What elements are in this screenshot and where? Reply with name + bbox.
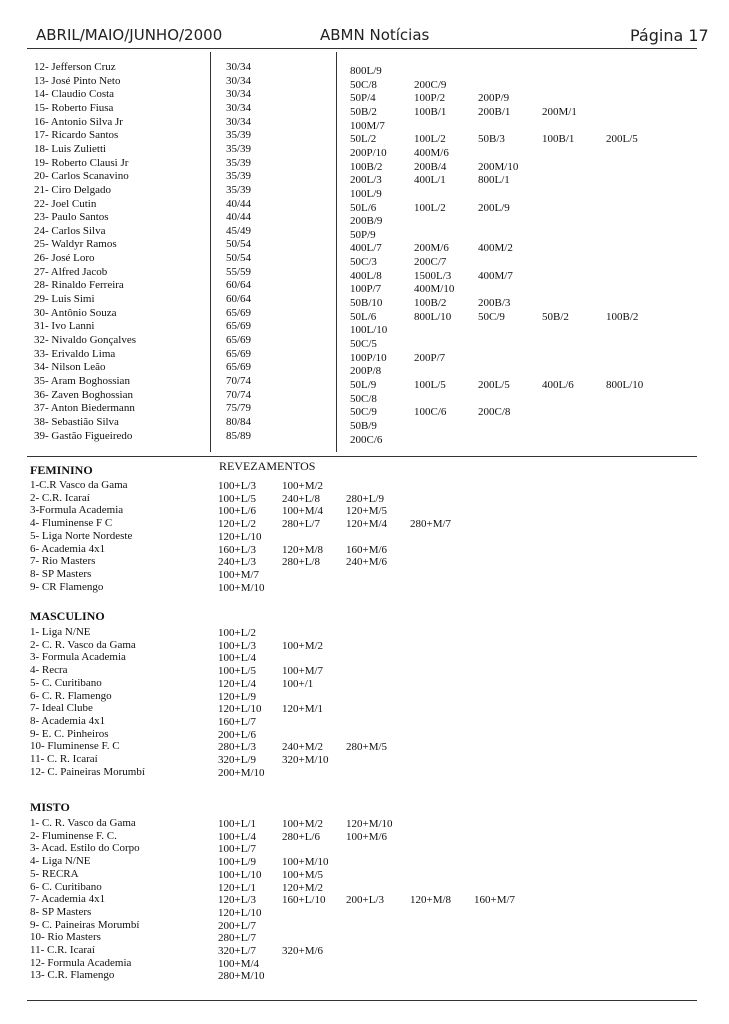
footer-rule	[27, 1000, 697, 1001]
athlete-age-group: 50/54	[226, 252, 252, 265]
relay-result: 320+M/6	[282, 945, 324, 957]
athlete-age-group: 60/64	[226, 279, 252, 292]
team-name: 1- C. R. Vasco da Gama	[30, 817, 136, 829]
athlete-event-result: 800L/1	[478, 174, 510, 187]
relay-result: 280+L/7	[282, 518, 320, 531]
athlete-event-result: 200M/10	[478, 160, 519, 173]
relay-result: 120+L/2	[218, 518, 256, 531]
athlete-age-group: 65/69	[226, 361, 252, 374]
athlete-name: 24- Carlos Silva	[34, 224, 106, 237]
athlete-event-result: 200B/3	[478, 297, 511, 310]
athlete-age-group: 70/74	[226, 388, 252, 401]
relay-result: 280+L/8	[282, 556, 320, 569]
athlete-event-result: 400L/8	[350, 269, 382, 282]
relay-result: 100+M/10	[218, 581, 265, 594]
athlete-name: 35- Aram Boghossian	[34, 374, 130, 387]
athlete-event-result: 200M/6	[414, 242, 449, 255]
athlete-event-result: 50P/4	[350, 92, 376, 105]
relay-result: 100+L/3	[218, 639, 256, 652]
team-name: 10- Rio Masters	[30, 931, 101, 944]
team-name: 8- Academia 4x1	[30, 714, 106, 727]
athlete-event-result: 100L/5	[414, 378, 446, 391]
athlete-event-result: 50L/6	[350, 201, 377, 214]
athlete-age-group: 65/69	[226, 334, 252, 346]
relay-result: 280+M/7	[410, 518, 452, 531]
relay-result: 160+L/10	[282, 894, 326, 907]
relay-result: 280+L/7	[218, 932, 256, 945]
relay-result: 120+M/8	[410, 894, 452, 907]
team-name: 13- C.R. Flamengo	[30, 969, 115, 982]
athlete-event-result: 800L/10	[414, 310, 452, 323]
relay-result: 100+M/7	[282, 665, 324, 678]
team-name: 3- Acad. Estilo do Corpo	[30, 842, 140, 855]
team-name: 10- Fluminense F. C	[30, 740, 120, 753]
athlete-name: 14- Claudio Costa	[34, 88, 115, 101]
athlete-name: 29- Luis Simi	[34, 293, 95, 306]
athlete-age-group: 85/89	[226, 429, 252, 442]
team-name: 1-C.R Vasco da Gama	[30, 479, 128, 491]
relay-result: 120+L/10	[218, 906, 262, 919]
relay-column-header: REVEZAMENTOS	[219, 459, 316, 473]
athlete-event-result: 200P/10	[350, 146, 387, 159]
relay-result: 120+M/4	[346, 518, 388, 531]
team-name: 7- Rio Masters	[30, 555, 96, 568]
relay-result: 100+L/3	[218, 480, 256, 492]
team-name: 6- C. Curitibano	[30, 880, 102, 893]
athlete-name: 16- Antonio Silva Jr	[34, 115, 123, 128]
athlete-event-result: 100P/2	[414, 92, 446, 105]
athlete-event-result: 400M/7	[478, 269, 513, 282]
athlete-event-result: 50C/9	[478, 310, 505, 323]
relay-result: 120+M/10	[346, 818, 393, 830]
athlete-age-group: 30/34	[226, 115, 252, 128]
athlete-event-result: 50C/3	[350, 256, 377, 269]
athlete-event-result: 200B/4	[414, 160, 447, 173]
athlete-name: 27- Alfred Jacob	[34, 265, 108, 278]
athlete-name: 20- Carlos Scanavino	[34, 170, 129, 183]
team-name: 7- Ideal Clube	[30, 702, 93, 715]
athlete-age-group: 35/39	[226, 142, 252, 155]
athlete-event-result: 100B/1	[542, 133, 575, 146]
athlete-event-result: 200B/9	[350, 215, 383, 228]
relay-result: 100+M/2	[282, 818, 324, 830]
relay-result: 100+L/9	[218, 856, 256, 869]
athlete-age-group: 30/34	[226, 61, 252, 73]
section-title: MASCULINO	[30, 609, 105, 623]
athlete-event-result: 200L/9	[478, 201, 510, 214]
athlete-age-group: 65/69	[226, 347, 252, 360]
athlete-event-result: 100B/2	[414, 297, 447, 310]
section-title: MISTO	[30, 800, 70, 814]
athlete-name: 39- Gastão Figueiredo	[34, 429, 133, 442]
relay-result: 100+L/10	[218, 868, 262, 881]
athlete-event-result: 50C/8	[350, 78, 377, 91]
athlete-name: 32- Nivaldo Gonçalves	[34, 334, 137, 346]
athlete-event-result: 400L/1	[414, 174, 446, 187]
athlete-event-result: 200L/5	[606, 133, 638, 146]
header-date: ABRIL/MAIO/JUNHO/2000	[36, 26, 223, 44]
athlete-name: 23- Paulo Santos	[34, 211, 109, 224]
athlete-age-group: 35/39	[226, 156, 252, 169]
athlete-age-group: 35/39	[226, 170, 252, 183]
team-name: 8- SP Masters	[30, 905, 92, 918]
team-name: 6- Academia 4x1	[30, 542, 106, 555]
header-publication: ABMN Notícias	[320, 26, 430, 44]
athlete-event-result: 200C/7	[414, 256, 447, 269]
relay-result: 100+L/7	[218, 843, 256, 856]
athlete-name: 15- Roberto Fiusa	[34, 101, 114, 114]
team-name: 2- C.R. Icaraí	[30, 491, 90, 504]
relay-result: 120+L/4	[218, 677, 256, 690]
team-name: 9- E. C. Pinheiros	[30, 727, 109, 740]
relay-result: 120+L/3	[218, 894, 256, 907]
athlete-age-group: 30/34	[226, 74, 252, 87]
relay-result: 100+M/2	[282, 480, 324, 492]
athlete-event-result: 100B/1	[414, 105, 447, 118]
athlete-age-group: 65/69	[226, 320, 252, 333]
relay-result: 100+L/5	[218, 492, 256, 505]
athlete-name: 38- Sebastião Silva	[34, 415, 119, 428]
relay-result: 100+L/1	[218, 818, 256, 830]
team-name: 5- Liga Norte Nordeste	[30, 529, 133, 542]
team-name: 9- C. Paineiras Morumbí	[30, 918, 140, 931]
athlete-name: 28- Rinaldo Ferreira	[34, 279, 124, 292]
athlete-event-result: 50B/10	[350, 297, 383, 310]
relay-result: 120+M/1	[282, 703, 324, 716]
team-name: 7- Academia 4x1	[30, 893, 106, 906]
relay-result: 160+M/7	[474, 894, 516, 907]
athlete-event-result: 50L/2	[350, 133, 377, 146]
relay-result: 100+M/6	[346, 830, 388, 843]
relay-result: 320+L/7	[218, 945, 256, 957]
athlete-event-result: 100B/2	[350, 160, 383, 173]
team-name: 11- C.R. Icaraí	[30, 944, 95, 956]
relay-result: 240+M/6	[346, 556, 388, 569]
relay-result: 100+M/2	[282, 639, 324, 652]
athlete-event-result: 400L/6	[542, 378, 574, 391]
athlete-event-result: 400M/10	[414, 283, 455, 296]
relay-result: 120+M/2	[282, 881, 324, 894]
athlete-event-result: 50C/8	[350, 392, 377, 405]
athlete-name: 31- Ivo Lanni	[34, 320, 95, 333]
athlete-event-result: 100M/7	[350, 119, 385, 132]
relay-result: 280+M/10	[218, 970, 265, 983]
athlete-name: 34- Nilson Leão	[34, 361, 106, 374]
athlete-event-result: 50C/9	[350, 406, 377, 419]
athlete-age-group: 65/69	[226, 306, 252, 319]
athlete-event-result: 1500L/3	[414, 269, 452, 282]
relay-result: 100+L/6	[218, 505, 256, 518]
athlete-name: 36- Zaven Boghossian	[34, 388, 133, 401]
team-name: 4- Liga N/NE	[30, 855, 91, 868]
athlete-event-result: 400M/2	[478, 242, 513, 255]
relay-result: 100+/1	[282, 677, 314, 690]
athlete-age-group: 80/84	[226, 415, 252, 428]
relay-result: 120+M/8	[282, 543, 324, 556]
athlete-age-group: 40/44	[226, 211, 252, 224]
athlete-age-group: 50/54	[226, 238, 252, 251]
column-divider-left	[210, 52, 211, 452]
athlete-event-result: 400L/7	[350, 242, 382, 255]
relay-result: 100+L/5	[218, 665, 256, 678]
athlete-event-result: 100L/2	[414, 133, 446, 146]
athlete-event-result: 50P/9	[350, 228, 376, 241]
athlete-name: 19- Roberto Clausi Jr	[34, 156, 129, 169]
relay-result: 320+M/10	[282, 754, 329, 766]
athlete-event-result: 200C/9	[414, 78, 447, 91]
relay-result: 120+L/10	[218, 703, 262, 716]
relay-result: 120+L/10	[218, 530, 262, 543]
athlete-event-result: 200L/3	[350, 174, 382, 187]
relay-result: 200+L/6	[218, 728, 256, 741]
athlete-name: 37- Anton Biedermann	[34, 402, 135, 415]
athlete-event-result: 200M/1	[542, 105, 577, 118]
athlete-age-group: 70/74	[226, 374, 252, 387]
team-name: 4- Recra	[30, 664, 68, 677]
team-name: 12- Formula Academia	[30, 956, 132, 969]
athlete-name: 12- Jefferson Cruz	[34, 61, 116, 73]
athlete-age-group: 30/34	[226, 101, 252, 114]
athlete-event-result: 200P/9	[478, 92, 510, 105]
athlete-name: 22- Joel Cutin	[34, 197, 97, 210]
relay-result: 160+L/3	[218, 543, 256, 556]
team-name: 6- C. R. Flamengo	[30, 689, 112, 702]
team-name: 3- Formula Academia	[30, 651, 126, 664]
relay-result: 280+L/3	[218, 741, 256, 754]
athlete-event-result: 50L/6	[350, 310, 377, 323]
athlete-event-result: 800L/9	[350, 65, 382, 77]
relay-result: 280+L/6	[282, 830, 320, 843]
athlete-event-result: 50B/9	[350, 419, 377, 432]
column-divider-right	[336, 52, 337, 452]
athlete-event-result: 50L/9	[350, 378, 377, 391]
team-name: 11- C. R. Icaraí	[30, 753, 98, 765]
athlete-age-group: 35/39	[226, 129, 252, 142]
team-name: 2- Fluminense F. C.	[30, 829, 117, 842]
athlete-age-group: 45/49	[226, 224, 252, 237]
team-name: 4- Fluminense F C	[30, 517, 113, 530]
athlete-age-group: 75/79	[226, 402, 252, 415]
team-name: 8- SP Masters	[30, 567, 92, 580]
relay-result: 100+L/2	[218, 627, 256, 639]
athlete-event-result: 50C/5	[350, 338, 377, 350]
athlete-event-result: 200B/1	[478, 105, 511, 118]
relay-result: 100+M/7	[218, 568, 260, 581]
relay-result: 280+M/5	[346, 741, 388, 754]
relay-result: 160+L/7	[218, 715, 256, 728]
relay-result: 100+M/4	[218, 957, 260, 970]
athlete-event-result: 100P/10	[350, 351, 387, 364]
team-name: 5- C. Curitibano	[30, 676, 102, 689]
athlete-age-group: 55/59	[226, 265, 252, 278]
athlete-event-result: 200C/8	[478, 406, 511, 419]
athlete-name: 18- Luis Zulietti	[34, 142, 107, 155]
athlete-name: 21- Ciro Delgado	[34, 183, 111, 196]
relay-result: 200+M/10	[218, 766, 265, 779]
athlete-age-group: 60/64	[226, 293, 252, 306]
relay-result: 280+L/9	[346, 492, 384, 505]
athlete-name: 33- Erivaldo Lima	[34, 347, 116, 360]
athlete-name: 13- José Pinto Neto	[34, 74, 121, 87]
relay-result: 200+L/3	[346, 894, 384, 907]
relay-result: 200+L/7	[218, 919, 256, 932]
athlete-event-result: 100P/7	[350, 283, 382, 296]
athlete-event-result: 100C/6	[414, 406, 447, 419]
athlete-event-result: 200C/6	[350, 433, 383, 446]
athlete-event-result: 200P/7	[414, 351, 446, 364]
team-name: 1- Liga N/NE	[30, 626, 91, 638]
relay-result: 240+M/2	[282, 741, 324, 754]
relay-result: 120+M/5	[346, 505, 388, 518]
team-name: 12- C. Paineiras Morumbí	[30, 765, 145, 778]
relay-result: 100+M/4	[282, 505, 324, 518]
athlete-name: 26- José Loro	[34, 252, 95, 265]
relay-result: 120+L/9	[218, 690, 256, 703]
team-name: 9- CR Flamengo	[30, 580, 104, 593]
team-name: 5- RECRA	[30, 867, 79, 880]
athlete-name: 17- Ricardo Santos	[34, 129, 119, 142]
athlete-event-result: 400M/6	[414, 146, 449, 159]
athlete-name: 25- Waldyr Ramos	[34, 238, 117, 251]
section-title: FEMININO	[30, 463, 93, 477]
athlete-event-result: 100L/2	[414, 201, 446, 214]
athlete-name: 30- Antônio Souza	[34, 306, 117, 319]
relay-result: 160+M/6	[346, 543, 388, 556]
athlete-event-result: 100L/9	[350, 187, 382, 200]
header-rule	[27, 48, 697, 49]
athlete-event-result: 50B/2	[350, 105, 377, 118]
header-page-number: Página 17	[630, 26, 709, 45]
relay-result: 120+L/1	[218, 881, 256, 894]
athlete-event-result: 50B/3	[478, 133, 505, 146]
athlete-event-result: 800L/10	[606, 378, 644, 391]
team-name: 3-Formula Academia	[30, 504, 124, 517]
team-name: 2- C. R. Vasco da Gama	[30, 638, 136, 651]
athlete-event-result: 50B/2	[542, 310, 569, 323]
athlete-event-result: 200P/8	[350, 365, 382, 378]
athlete-age-group: 30/34	[226, 88, 252, 101]
athlete-age-group: 40/44	[226, 197, 252, 210]
relay-result: 320+L/9	[218, 754, 256, 766]
relay-result: 240+L/8	[282, 492, 320, 505]
relay-result: 100+L/4	[218, 652, 256, 665]
relay-result: 240+L/3	[218, 556, 256, 569]
relay-result: 100+L/4	[218, 830, 256, 843]
athlete-event-result: 100L/10	[350, 324, 388, 337]
relay-result: 100+M/10	[282, 856, 329, 869]
athlete-event-result: 200L/5	[478, 378, 510, 391]
athlete-age-group: 35/39	[226, 183, 252, 196]
athlete-event-result: 100B/2	[606, 310, 639, 323]
athletes-end-rule	[27, 456, 697, 457]
relay-result: 100+M/5	[282, 868, 324, 881]
